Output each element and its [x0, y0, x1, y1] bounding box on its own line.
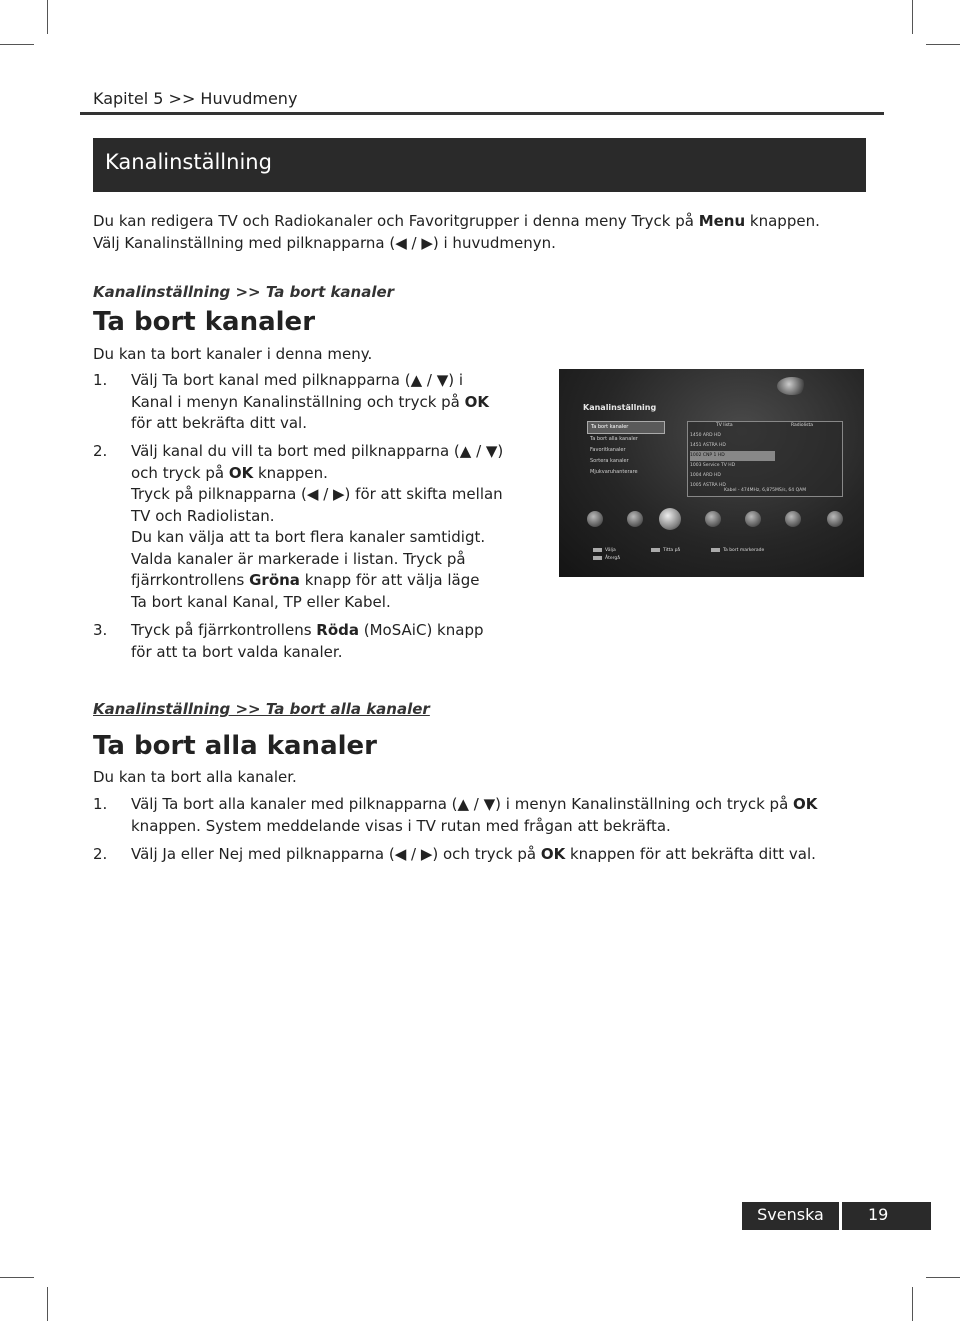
legend-key-icon [593, 548, 602, 552]
crop-mark [926, 44, 960, 45]
chapter-header: Kapitel 5 >> Huvudmeny [93, 89, 298, 108]
selected-menu-icon [659, 508, 681, 530]
legend-label: Titta på [663, 548, 681, 553]
ok-key: OK [793, 795, 818, 813]
breadcrumb-delete-all: Kanalinställning >> Ta bort alla kanaler [93, 700, 430, 718]
delete-all-step-1 [131, 794, 817, 837]
tv-list-header: TV lista [716, 423, 733, 428]
intro-line1-end: knappen. [745, 212, 820, 230]
tv-menu-screenshot [559, 369, 864, 577]
crop-mark [912, 1287, 913, 1321]
legend-left [593, 547, 620, 563]
step-1 [131, 370, 489, 435]
channel-row: 1451 ASTRA HD [690, 443, 726, 448]
channel-row: 1450 ARD HD [690, 433, 721, 438]
legend-key-icon [593, 556, 602, 560]
screen-menu-item: Ta bort kanaler [587, 421, 665, 434]
step-line: för att bekräfta ditt val. [131, 414, 307, 432]
menu-icon [827, 511, 843, 527]
step-line: Välj Ja eller Nej med pilknapparna (◀ / ▶) och tryck på [131, 845, 541, 863]
section-title: Kanalinställning [105, 150, 272, 174]
intro-paragraph [93, 210, 820, 254]
legend-label: Välja [605, 548, 616, 553]
screen-menu-item: Mjukvaruhanterare [590, 469, 638, 475]
step-line: Ta bort kanal Kanal, TP eller Kabel. [131, 592, 391, 611]
crop-mark [926, 1277, 960, 1278]
step-line: knappen för att bekräfta ditt val. [565, 845, 816, 863]
radio-list-header: Radiolista [791, 423, 814, 428]
screen-title: Kanalinställning [583, 403, 657, 412]
heading-delete-all-channels: Ta bort alla kanaler [93, 731, 377, 761]
menu-icons [587, 511, 847, 531]
screen-menu [587, 421, 665, 478]
step-line: Tryck på pilknapparna (◀ / ▶) för att skifta mellan [131, 485, 503, 503]
step-line: TV och Radiolistan. [131, 506, 275, 525]
step-line: (MoSAiC) knapp [359, 621, 484, 639]
menu-icon [705, 511, 721, 527]
red-key: Röda [316, 621, 359, 639]
channel-row: 1005 ASTRA HD [690, 483, 726, 488]
ok-key: OK [464, 392, 490, 411]
step-number: 1. [93, 795, 108, 813]
screen-menu-item: Sortera kanaler [590, 458, 629, 464]
menu-icon [745, 511, 761, 527]
step-line: fjärrkontrollens [131, 571, 250, 589]
crop-mark [47, 1287, 48, 1321]
channel-row: 1003 Service TV HD [690, 463, 736, 468]
step-line: Välj Ta bort kanal med pilknapparna (▲ / ▼) i [131, 371, 464, 389]
ok-key: OK [540, 845, 566, 863]
step-line: för att ta bort valda kanaler. [131, 642, 343, 661]
step-line: knappen. System meddelande visas i TV rutan med frågan att bekräfta. [131, 816, 671, 835]
crop-mark [0, 44, 34, 45]
section-title-bar [93, 138, 866, 192]
legend-mid [651, 547, 680, 555]
crop-mark [0, 1277, 34, 1278]
header-rule [80, 112, 884, 115]
crop-mark [47, 0, 48, 34]
step-line: Du kan välja att ta bort flera kanaler samtidigt. [131, 528, 486, 546]
step-2 [131, 441, 503, 613]
footer-page-number: 19 [842, 1202, 931, 1230]
legend-key-icon [651, 548, 660, 552]
step-line: knapp för att välja läge [299, 571, 480, 589]
step-line: Kanal i menyn Kanalinställning och tryck på [131, 392, 465, 411]
intro-line1: Du kan redigera TV och Radiokanaler och Favoritgrupper i denna meny Tryck på [93, 212, 699, 230]
step-number: 1. [93, 371, 108, 389]
channel-row: 1002 CNP 1 HD [690, 451, 775, 461]
green-key: Gröna [249, 571, 300, 589]
breadcrumb-delete: Kanalinställning >> Ta bort kanaler [93, 283, 395, 301]
channel-list [690, 431, 775, 491]
step-number: 2. [93, 845, 108, 863]
delete-all-step-2 [131, 844, 816, 866]
footer-language: Svenska [742, 1202, 839, 1230]
screen-menu-item: Ta bort alla kanaler [590, 436, 638, 442]
legend-label: Ta bort markerade [723, 548, 765, 553]
menu-icon [785, 511, 801, 527]
menu-key: Menu [698, 212, 746, 230]
description-delete: Du kan ta bort kanaler i denna meny. [93, 345, 373, 363]
signal-info: Kabel - 474MHz, 6,875MS/s, 64 QAM [724, 488, 807, 493]
intro-line2: Välj Kanalinställning med pilknapparna (◀ / ▶) i huvudmenyn. [93, 234, 556, 252]
legend-label: Återgå [605, 556, 620, 561]
channel-row: 1004 ARD HD [690, 473, 721, 478]
description-delete-all: Du kan ta bort alla kanaler. [93, 768, 297, 786]
menu-icon [587, 511, 603, 527]
step-line: och tryck på [131, 463, 229, 482]
step-line: Valda kanaler är markerade i listan. Tryck på [131, 549, 466, 568]
brand-logo-icon [777, 377, 807, 395]
step-number: 2. [93, 442, 108, 460]
step-number: 3. [93, 621, 108, 639]
crop-mark [912, 0, 913, 34]
step-line: Välj Ta bort alla kanaler med pilknapparna (▲ / ▼) i menyn Kanalinställning och tryck på [131, 795, 794, 813]
legend-right [711, 547, 764, 555]
menu-icon [627, 511, 643, 527]
ok-key: OK [228, 463, 254, 482]
legend-key-icon [711, 548, 720, 552]
screen-menu-item: Favoritkanaler [590, 447, 626, 453]
step-line: Välj kanal du vill ta bort med pilknapparna (▲ / ▼) [131, 442, 504, 460]
step-line: knappen. [253, 463, 328, 482]
step-3 [131, 620, 484, 663]
heading-delete-channels: Ta bort kanaler [93, 307, 316, 337]
step-line: Tryck på fjärrkontrollens [131, 621, 317, 639]
